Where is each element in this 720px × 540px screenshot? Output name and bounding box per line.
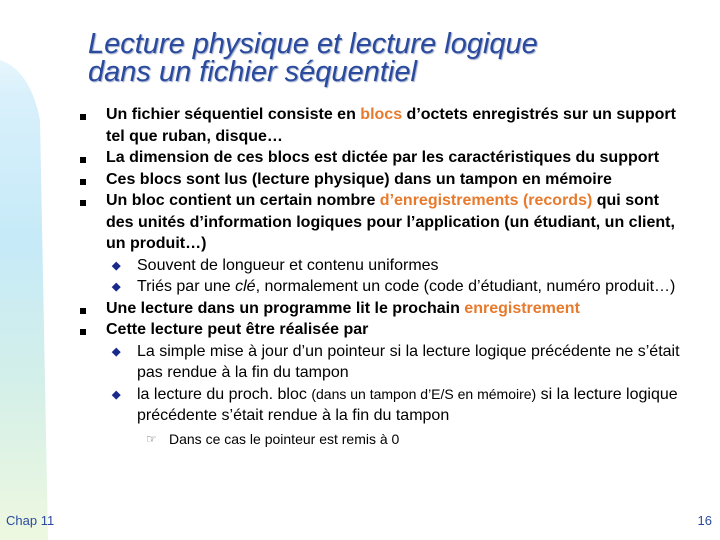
highlight-term: blocs — [360, 106, 403, 123]
title-line-1: Lecture physique et lecture logique — [88, 28, 538, 60]
bullet-text: Un bloc contient un certain nombre — [106, 192, 380, 209]
bullet-item-lecture-physique — [106, 169, 686, 191]
square-bullet-icon — [80, 308, 86, 314]
bullet-text: Cette lecture peut être réalisée par — [106, 321, 369, 338]
bullet-item-dimension — [106, 147, 686, 169]
sub-bullet-text: , normalement un code (code d’étudiant, numéro produit…) — [255, 278, 676, 295]
square-bullet-icon — [80, 200, 86, 206]
highlight-term: d’enregistrements (records) — [379, 192, 593, 209]
footer-chapter: Chap 11 — [6, 513, 55, 528]
slide-title — [88, 30, 688, 86]
sub-bullet-text: la lecture du proch. bloc — [137, 385, 312, 403]
diamond-bullet-icon: ◆ — [112, 259, 121, 272]
bullet-text: Ces blocs sont lus (lecture physique) dans un tampon en mémoire — [106, 170, 612, 188]
italic-term: clé — [235, 278, 256, 295]
footer-page-number: 16 — [697, 513, 712, 528]
sub-item-uniformes — [106, 255, 686, 277]
bullet-list — [106, 104, 686, 450]
left-band-curve — [0, 0, 80, 540]
square-bullet-icon — [80, 179, 86, 185]
bullet-text: Un fichier séquentiel consiste en — [106, 106, 361, 123]
bullet-item-blocs — [106, 104, 686, 147]
bullet-text: qui sont des unités d’information logiques pour l’application (un étudiant, un client, un produit…) — [106, 192, 675, 252]
diamond-bullet-icon: ◆ — [112, 281, 121, 293]
diamond-bullet-icon: ◆ — [112, 388, 121, 401]
sub-bullet-note: (dans un tampon d’E/S en mémoire) — [311, 385, 537, 402]
subsub-item-remis-a-zero — [106, 429, 686, 451]
square-bullet-icon — [80, 157, 86, 163]
sub-item-pointeur — [106, 341, 686, 384]
title-line-2: dans un fichier séquentiel — [88, 56, 417, 88]
diamond-bullet-icon: ◆ — [112, 345, 121, 358]
sub-bullet-text: La simple mise à jour d’un pointeur si la lecture logique précédente ne s’était pas rendue à la fin du tampon — [137, 342, 680, 381]
highlight-term: enregistrement — [464, 299, 580, 317]
sub-item-tries — [106, 276, 686, 298]
bullet-item-enregistrements — [106, 190, 686, 255]
subsub-bullet-text: Dans ce cas le pointeur est remis à 0 — [169, 430, 400, 447]
bullet-text: La dimension de ces blocs est dictée par les caractéristiques du support — [106, 149, 660, 166]
sub-bullet-text: si la lecture logique précédente s’était rendue à la fin du tampon — [137, 385, 678, 424]
sub-bullet-text: Souvent de longueur et contenu uniformes — [137, 256, 439, 274]
sub-item-proch-bloc — [106, 384, 686, 427]
bullet-item-prochain — [106, 298, 686, 320]
hand-pointer-icon: ☞ — [146, 431, 157, 446]
square-bullet-icon — [80, 114, 86, 120]
bullet-text: Une lecture dans un programme lit le prochain — [106, 299, 465, 317]
square-bullet-icon — [80, 329, 86, 335]
bullet-item-realisee — [106, 319, 686, 341]
bullet-text: d’octets enregistrés sur un support tel que ruban, disque… — [106, 106, 676, 145]
sub-bullet-text: Triés par une — [137, 278, 236, 295]
